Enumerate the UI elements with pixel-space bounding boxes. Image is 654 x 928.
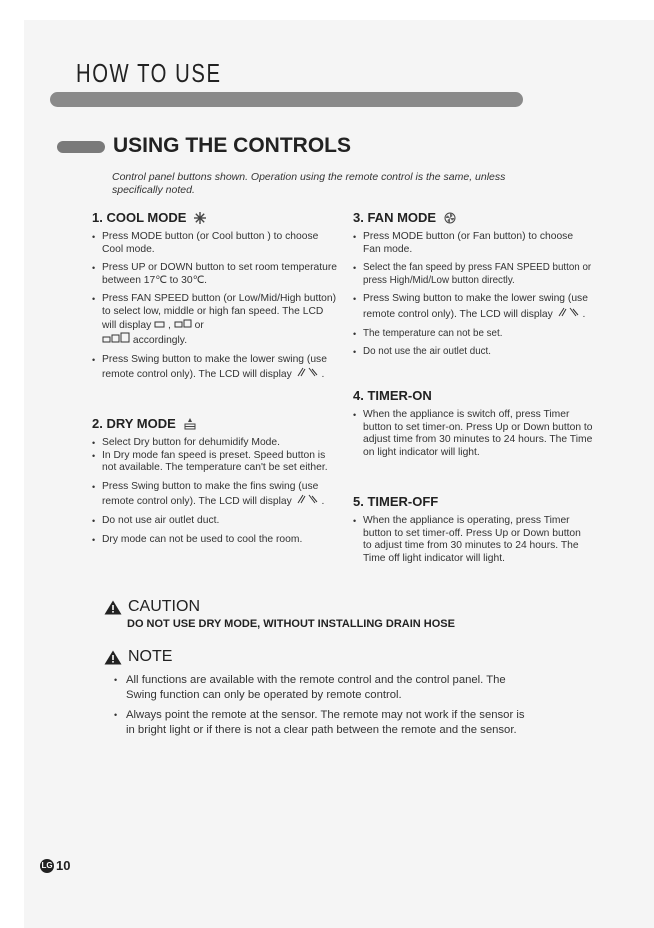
timer-off-section <box>353 494 583 565</box>
list-item: • The temperature can not be set. <box>353 328 593 341</box>
timer-on-heading: 4. TIMER-ON <box>353 388 432 403</box>
lg-logo: LG <box>40 859 54 873</box>
list-item-text: accordingly. <box>132 335 188 347</box>
list-item: • Press MODE button (or Fan button) to choose Fan mode. <box>353 231 593 256</box>
fan-icon <box>444 212 456 224</box>
list-item: • Select the fan speed by press FAN SPEED button or press High/Mid/Low button directly. <box>353 262 593 287</box>
caution-text: DO NOT USE DRY MODE, WITHOUT INSTALLING DRAIN HOSE <box>127 618 455 630</box>
fan-mode-section <box>353 210 593 359</box>
list-item: • Dry mode can not be used to cool the room. <box>92 534 337 547</box>
header-bar <box>50 92 523 107</box>
caution-heading-text: CAUTION <box>128 598 200 615</box>
cool-mode-section <box>92 210 337 382</box>
note-list <box>114 669 534 737</box>
timer-off-list <box>353 515 583 565</box>
fan-mode-heading <box>353 210 593 225</box>
timer-off-heading: 5. TIMER-OFF <box>353 494 439 509</box>
list-item: • In Dry mode fan speed is preset. Speed button is not available. The temperature can't be set either. <box>92 450 337 475</box>
warning-icon <box>104 600 122 615</box>
list-item-text: Press Swing button to make the lower swing (use remote control only). The LCD will display <box>363 293 588 320</box>
snowflake-icon <box>194 212 206 224</box>
list-item-text: Press Swing button to make the fins swing (use remote control only). The LCD will display <box>102 480 319 508</box>
list-item: • When the appliance is operating, press Timer button to set timer-off. Press Up or Down button to adjust time from 30 minutes to 24 hours. The Time off light indicator will light. <box>353 515 583 565</box>
section-intro: Control panel buttons shown. Operation using the remote control is the same, unless specifically noted. <box>112 171 506 196</box>
section-title: USING THE CONTROLS <box>113 134 352 157</box>
fan-mode-list <box>353 231 593 359</box>
timer-on-list <box>353 409 595 459</box>
dry-mode-heading-text: 2. DRY MODE <box>92 416 176 431</box>
fan-mid-icon <box>174 319 192 328</box>
list-item: • Do not use air outlet duct. <box>92 515 337 528</box>
dry-mode-section <box>92 416 337 546</box>
caution-heading <box>104 598 200 616</box>
list-item: • When the appliance is switch off, press Timer button to set timer-on. Press Up or Down button to adjust time from 30 minutes to 24 hours. The Time on light indicator will light. <box>353 409 595 459</box>
list-item: • Press MODE button (or Cool button ) to choose Cool mode. <box>92 231 337 256</box>
cool-mode-heading <box>92 210 337 225</box>
or-word: or <box>194 319 204 331</box>
page-number-text: 10 <box>56 858 71 873</box>
list-item: • Always point the remote at the sensor. The remote may not work if the sensor is in bright light or if there is not a clear path between the remote and the sensor. <box>114 708 534 737</box>
cool-mode-list <box>92 231 337 382</box>
list-item: • All functions are available with the remote control and the control panel. The Swing function can only be operated by remote control. <box>114 673 534 702</box>
list-item-text: Press Swing button to make the lower swing (use remote control only). The LCD will display <box>102 353 327 381</box>
dehumidify-icon <box>184 418 196 430</box>
list-item: • Press Swing button to make the lower swing (use remote control only). The LCD will display . <box>353 293 593 321</box>
list-item: • Press Swing button to make the fins swing (use remote control only). The LCD will display . <box>92 481 337 509</box>
warning-icon <box>104 650 122 665</box>
list-item-text: Press FAN SPEED button (or Low/Mid/High button) to select low, middle or high fan speed. The LCD will display <box>102 293 337 331</box>
timer-on-section <box>353 388 595 459</box>
page-header-title: HOW TO USE <box>76 58 222 88</box>
comma: , <box>167 319 171 331</box>
swing-icon <box>295 493 319 504</box>
fan-low-icon <box>154 320 165 328</box>
list-item: • Press Swing button to make the lower swing (use remote control only). The LCD will display . <box>92 354 337 382</box>
cool-mode-heading-text: 1. COOL MODE <box>92 210 187 225</box>
section-marker <box>57 141 105 153</box>
list-item: • Press UP or DOWN button to set room temperature between 17℃ to 30℃. <box>92 262 337 287</box>
fan-mode-heading-text: 3. FAN MODE <box>353 210 437 225</box>
list-item: • Select Dry button for dehumidify Mode. <box>92 437 337 450</box>
note-heading <box>104 648 172 666</box>
list-item <box>92 293 337 347</box>
swing-icon <box>295 366 319 377</box>
page-number <box>40 858 70 873</box>
dry-mode-heading <box>92 416 337 431</box>
note-heading-text: NOTE <box>128 648 173 665</box>
swing-icon <box>556 306 580 317</box>
fan-high-icon <box>102 332 130 343</box>
dry-mode-list <box>92 437 337 546</box>
list-item: • Do not use the air outlet duct. <box>353 346 593 359</box>
